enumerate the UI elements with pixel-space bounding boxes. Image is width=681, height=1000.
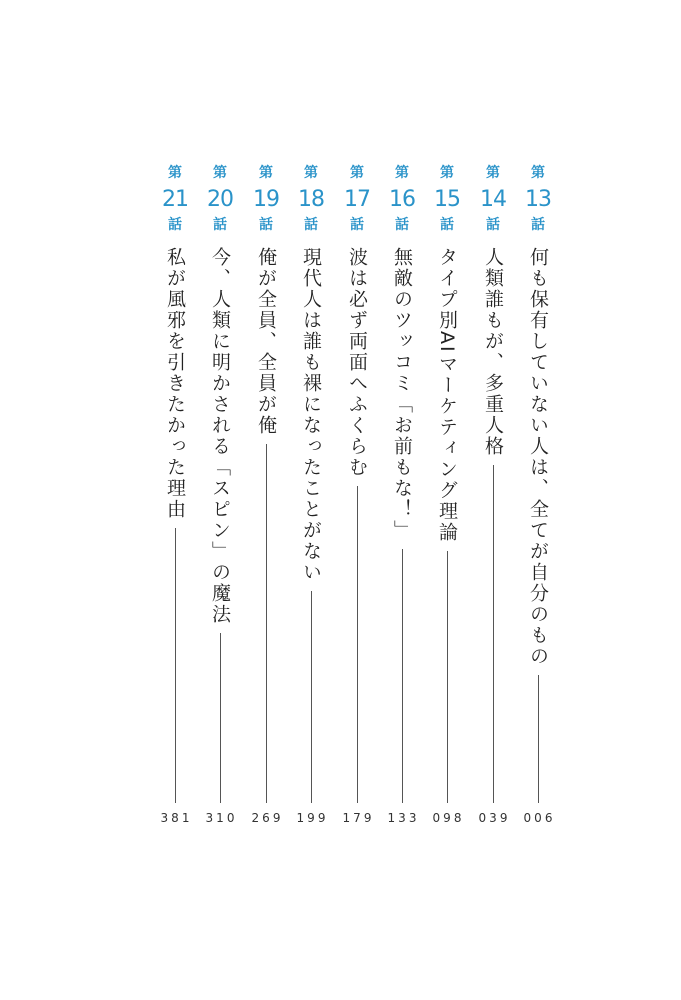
chapter-suffix: 話	[395, 217, 409, 233]
chapter-suffix: 話	[350, 217, 364, 233]
chapter-prefix: 第	[304, 165, 318, 181]
chapter-prefix: 第	[213, 165, 227, 181]
chapter-number: 13	[525, 187, 551, 212]
chapter-suffix: 話	[168, 217, 182, 233]
chapter-suffix: 話	[304, 217, 318, 233]
chapter-prefix: 第	[486, 165, 500, 181]
chapter-title: 俺が全員、全員が俺	[255, 247, 277, 436]
toc-entry-17[interactable]	[337, 165, 377, 825]
chapter-title: タイプ別AIマーケティング理論	[436, 247, 458, 543]
leader-line	[493, 465, 494, 803]
leader-line	[402, 549, 403, 803]
toc-entry-13[interactable]	[518, 165, 558, 825]
chapter-number: 18	[298, 187, 324, 212]
page-number: 006	[523, 811, 556, 825]
chapter-number: 15	[434, 187, 460, 212]
leader-line	[175, 528, 176, 803]
chapter-title: 今、人類に明かされる「スピン」の魔法	[209, 247, 231, 625]
page-number: 310	[205, 811, 238, 825]
chapter-suffix: 話	[213, 217, 227, 233]
chapter-number: 17	[344, 187, 370, 212]
page-number: 199	[296, 811, 329, 825]
chapter-prefix: 第	[395, 165, 409, 181]
toc-entry-19[interactable]	[246, 165, 286, 825]
leader-line	[266, 444, 267, 803]
chapter-title: 無敵のツッコミ「お前もな！」	[391, 247, 413, 541]
chapter-prefix: 第	[259, 165, 273, 181]
leader-line	[311, 591, 312, 803]
chapter-prefix: 第	[350, 165, 364, 181]
toc-entry-15[interactable]	[427, 165, 467, 825]
chapter-prefix: 第	[168, 165, 182, 181]
chapter-number: 21	[162, 187, 188, 212]
chapter-number: 19	[253, 187, 279, 212]
chapter-suffix: 話	[440, 217, 454, 233]
leader-line	[538, 675, 539, 803]
chapter-prefix: 第	[531, 165, 545, 181]
toc-entry-14[interactable]	[473, 165, 513, 825]
leader-line	[447, 551, 448, 803]
chapter-title: 現代人は誰も裸になったことがない	[300, 247, 322, 583]
leader-line	[357, 486, 358, 803]
chapter-number: 16	[389, 187, 415, 212]
toc-entry-16[interactable]	[382, 165, 422, 825]
toc-entry-21[interactable]	[155, 165, 195, 825]
chapter-number: 14	[480, 187, 506, 212]
page-number: 098	[432, 811, 465, 825]
page-number: 269	[251, 811, 284, 825]
leader-line	[220, 633, 221, 803]
chapter-suffix: 話	[486, 217, 500, 233]
chapter-title: 私が風邪を引きたかった理由	[164, 247, 186, 520]
chapter-number: 20	[207, 187, 233, 212]
chapter-title: 人類誰もが、多重人格	[482, 247, 504, 457]
page-number: 039	[478, 811, 511, 825]
page-number: 133	[387, 811, 420, 825]
toc-entry-18[interactable]	[291, 165, 331, 825]
chapter-prefix: 第	[440, 165, 454, 181]
chapter-title: 波は必ず両面へふくらむ	[346, 247, 368, 478]
toc-entry-20[interactable]	[200, 165, 240, 825]
chapter-suffix: 話	[259, 217, 273, 233]
chapter-title: 何も保有していない人は、全てが自分のもの	[527, 247, 549, 667]
chapter-suffix: 話	[531, 217, 545, 233]
page-number: 179	[342, 811, 375, 825]
page-number: 381	[160, 811, 193, 825]
